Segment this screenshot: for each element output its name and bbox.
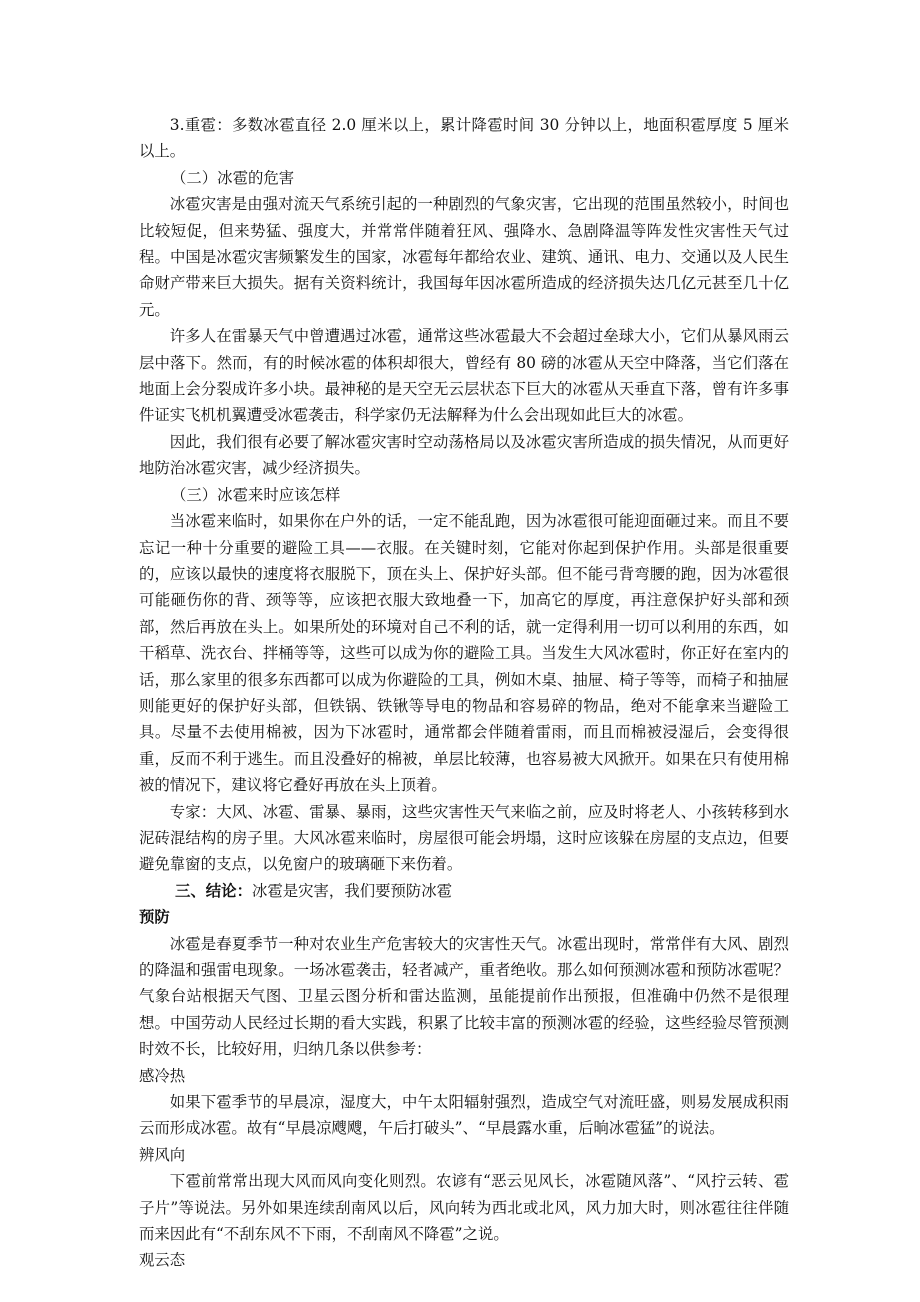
paragraph-wind-direction: 下雹前常常出现大风而风向变化则烈。农谚有“恶云见风长，冰雹随风落”、“风拧云转、雹子片”等说法。另外如果连续刮南风以后，风向转为西北或北风，风力加大时，则冰雹往往伴随而来因此有“不刮东风不下雨，不刮南风不降雹”之说。 [139, 1172, 789, 1244]
subheading-prevention: 预防 [139, 908, 170, 927]
subheading-cloud-shape: 观云态 [139, 1251, 186, 1270]
subheading-feel-temperature: 感冷热 [139, 1066, 186, 1085]
document-page [139, 112, 789, 1274]
conclusion-label: 三、结论： [175, 881, 252, 900]
paragraph-giant-hail: 许多人在雷暴天气中曾遭遇过冰雹，通常这些冰雹最大不会超过垒球大小，它们从暴风雨云层中落下。然而，有的时候冰雹的体积却很大，曾经有 80 磅的冰雹从天空中降落，当它们落在地面上会分裂成许多小块。最神秘的是天空无云层状态下巨大的冰雹从天垂直下落，曾有许多事件证实飞机机翼遭受冰雹袭击，科学家仍无法解释为什么会出现如此巨大的冰雹。 [139, 327, 789, 425]
paragraph-necessity: 因此，我们很有必要了解冰雹灾害时空动荡格局以及冰雹灾害所造成的损失情况，从而更好地防治冰雹灾害，减少经济损失。 [139, 432, 789, 478]
paragraph-outdoor-advice: 当冰雹来临时，如果你在户外的话，一定不能乱跑，因为冰雹很可能迎面砸过来。而且不要忘记一种十分重要的避险工具——衣服。在关键时刻，它能对你起到保护作用。头部是很重要的，应该以最快的速度将衣服脱下，顶在头上、保护好头部。但不能弓背弯腰的跑，因为冰雹很可能砸伤你的背、颈等等，应该把衣服大致地叠一下，加高它的厚度，再注意保护好头部和颈部，然后再放在头上。如果所处的环境对自己不利的话，就一定得利用一切可以利用的东西，如干稻草、洗衣台、拌桶等等，这些可以成为你的避险工具。当发生大风冰雹时，你正好在室内的话，那么家里的很多东西都可以成为你避险的工具，例如木桌、抽屉、椅子等等，而椅子和抽屉则能更好的保护好头部，但铁锅、铁锹等导电的物品和容易碎的物品，绝对不能拿来当避险工具。尽量不去使用棉被，因为下冰雹时，通常都会伴随着雷雨，而且而棉被浸湿后，会变得很重，反而不利于逃生。而且没叠好的棉被，单层比较薄，也容易被大风掀开。如果在只有使用棉被的情况下，建议将它叠好再放在头上顶着。 [139, 512, 789, 795]
section-heading-what-to-do: （三）冰雹来时应该怎样 [171, 485, 341, 504]
subheading-wind-direction: 辨风向 [139, 1145, 186, 1164]
paragraph-prevention: 冰雹是春夏季节一种对农业生产危害较大的灾害性天气。冰雹出现时，常常伴有大风、剧烈的降温和强雷电现象。一场冰雹袭击，轻者减产，重者绝收。那么如何预测冰雹和预防冰雹呢？气象台站根据天气图、卫星云图分析和雷达监测，虽能提前作出预报，但准确中仍然不是很理想。中国劳动人民经过长期的看大实践，积累了比较丰富的预测冰雹的经验，这些经验尽管预测时效不长，比较好用，归纳几条以供参考： [139, 934, 789, 1059]
paragraph-heavy-hail: 3.重雹：多数冰雹直径 2.0 厘米以上，累计降雹时间 30 分钟以上，地面积雹厚度 5 厘米以上。 [139, 116, 789, 161]
conclusion-heading [139, 878, 789, 904]
paragraph-feel-temperature: 如果下雹季节的早晨凉，湿度大，中午太阳辐射强烈，造成空气对流旺盛，则易发展成积雨云而形成冰雹。故有“早晨凉飕飕，午后打破头”、“早晨露水重，后晌冰雹猛”的说法。 [139, 1093, 789, 1138]
paragraph-expert-advice: 专家：大风、冰雹、雷暴、暴雨，这些灾害性天气来临之前，应及时将老人、小孩转移到水泥砖混结构的房子里。大风冰雹来临时，房屋很可能会坍塌，这时应该躲在房屋的支点边，但要避免靠窗的支点，以免窗户的玻璃砸下来伤着。 [139, 802, 789, 874]
conclusion-text: 冰雹是灾害，我们要预防冰雹 [251, 881, 453, 900]
section-heading-hazards: （二）冰雹的危害 [171, 168, 295, 187]
paragraph-hazard-overview: 冰雹灾害是由强对流天气系统引起的一种剧烈的气象灾害，它出现的范围虽然较小，时间也比较短促，但来势猛、强度大，并常常伴随着狂风、强降水、急剧降温等阵发性灾害性天气过程。中国是冰雹灾害频繁发生的国家，冰雹每年都给农业、建筑、通讯、电力、交通以及人民生命财产带来巨大损失。据有关资料统计，我国每年因冰雹所造成的经济损失达几亿元甚至几十亿元。 [139, 195, 789, 319]
